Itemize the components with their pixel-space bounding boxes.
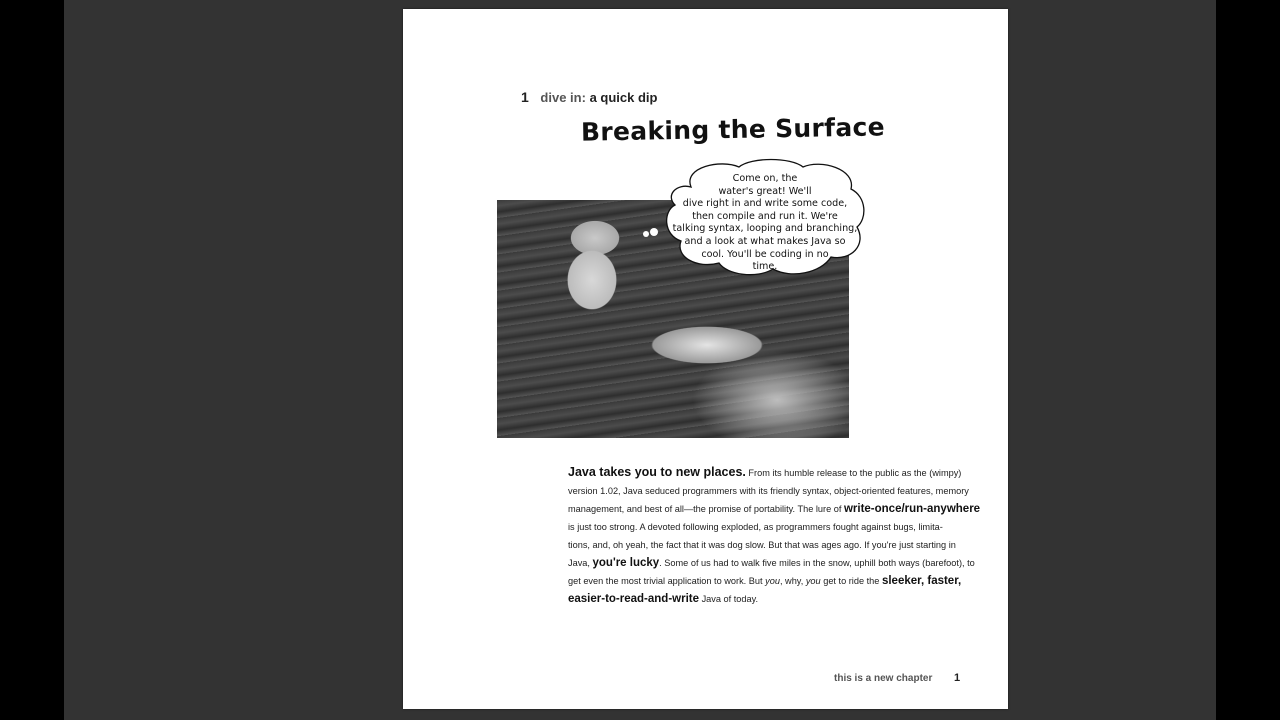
- bubble-line: time.: [752, 261, 778, 273]
- body-paragraph: [568, 463, 981, 608]
- bubble-line: dive right in and write some code,: [682, 198, 848, 210]
- thought-dot-small: [643, 231, 649, 237]
- plain-text: . Some of us had to walk five miles in the snow, uphill both ways (barefoot), to: [659, 558, 975, 568]
- plain-text: Java,: [568, 558, 593, 568]
- chapter-subtitle: a quick dip: [589, 90, 658, 105]
- page-number: 1: [954, 672, 961, 684]
- bubble-line: cool. You'll be coding in no: [701, 248, 829, 260]
- document-viewer[interactable]: [64, 0, 1216, 720]
- plain-text: From its humble release to the public as the (wimpy): [745, 468, 962, 478]
- bubble-line: Come on, the: [732, 173, 798, 184]
- chapter-title: Breaking the Surface: [580, 112, 886, 147]
- emphasis-text: you're lucky: [592, 557, 660, 569]
- plain-text: is just too strong. A devoted following exploded, as programmers fought against bugs, limita-: [568, 522, 943, 532]
- footer-label: this is a new chapter: [834, 673, 933, 684]
- body-line: [568, 536, 963, 554]
- italic-text: you: [805, 576, 821, 586]
- emphasis-text: easier-to-read-and-write: [568, 593, 700, 605]
- body-line: [568, 590, 963, 608]
- chapter-number: 1: [521, 89, 529, 105]
- italic-text: you: [765, 576, 780, 586]
- body-line: [568, 482, 969, 500]
- body-line: [568, 572, 963, 590]
- chapter-label: dive in:: [540, 90, 586, 105]
- body-line: [568, 554, 975, 572]
- bubble-line: then compile and run it. We're: [692, 210, 838, 222]
- body-line: [568, 500, 981, 518]
- plain-text: management, and best of all—the promise of portability. The lure of: [568, 504, 844, 514]
- bubble-line: talking syntax, looping and branching,: [672, 223, 858, 235]
- plain-text: tions, and, oh yeah, the fact that it was dog slow. But that was ages ago. If you're just starting in: [568, 540, 956, 550]
- plain-text: version 1.02, Java seduced programmers with its friendly syntax, object-oriented features, memory: [568, 486, 969, 496]
- thought-bubble-text: [667, 173, 863, 274]
- thought-bubble: [661, 157, 867, 278]
- plain-text: , why,: [779, 576, 806, 586]
- emphasis-text: write-once/run-anywhere: [843, 503, 981, 515]
- thought-dot-large: [650, 228, 658, 236]
- emphasis-text: Java takes you to new places.: [568, 465, 746, 479]
- plain-text: get to ride the: [820, 576, 882, 586]
- plain-text: get even the most trivial application to work. But: [568, 576, 766, 586]
- emphasis-text: sleeker, faster,: [881, 575, 962, 587]
- bubble-line: water's great! We'll: [718, 185, 812, 197]
- bubble-line: and a look at what makes Java so: [684, 235, 846, 247]
- chapter-header: [521, 89, 657, 105]
- body-line: [568, 463, 963, 482]
- body-line: [568, 518, 963, 536]
- pdf-page: [403, 9, 1008, 709]
- plain-text: Java of today.: [699, 594, 759, 604]
